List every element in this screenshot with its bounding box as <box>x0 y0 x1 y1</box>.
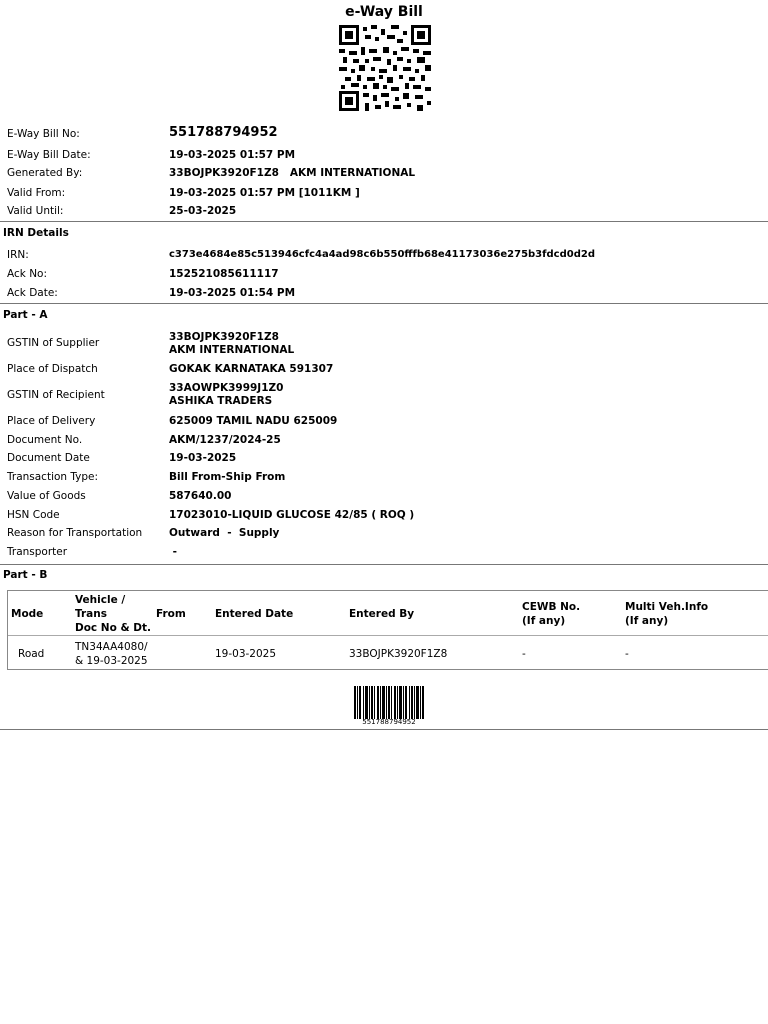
part-b-table <box>7 590 768 670</box>
col-multi-veh: Multi Veh.Info (If any) <box>625 601 709 627</box>
document-no-row <box>0 434 768 452</box>
gstin: 33BOJPK3920F1Z8 <box>169 331 279 343</box>
document-date: 19-03-2025 <box>169 452 237 464</box>
field-label: Reason for Transportation <box>7 527 143 539</box>
document-no: AKM/1237/2024-25 <box>169 434 281 446</box>
barcode-number: 551788794952 <box>362 718 416 726</box>
field-label: Transporter <box>7 546 68 558</box>
eway-bill-date: 19-03-2025 01:57 PM <box>169 149 296 161</box>
cell-entered-date: 19-03-2025 <box>215 648 277 660</box>
col-cewb: CEWB No. (If any) <box>522 601 581 627</box>
field-label: Generated By: <box>7 167 83 179</box>
gstin-recipient-row <box>0 382 768 407</box>
cell-multi-veh: - <box>625 648 629 660</box>
divider <box>0 303 768 304</box>
cell-entered-by: 33BOJPK3920F1Z8 <box>349 648 448 660</box>
value-of-goods: 587640.00 <box>169 490 232 502</box>
divider <box>0 221 768 222</box>
eway-bill-no-row <box>0 125 768 146</box>
company-name: AKM INTERNATIONAL <box>169 344 295 356</box>
field-label: Document Date <box>7 452 90 464</box>
barcode <box>354 686 424 719</box>
divider <box>0 729 768 730</box>
field-label: Ack No: <box>7 268 48 280</box>
valid-from: 19-03-2025 01:57 PM [1011KM ] <box>169 187 360 199</box>
cell-cewb: - <box>522 648 526 660</box>
generated-by-row <box>0 167 768 185</box>
value-of-goods-row <box>0 490 768 508</box>
field-label: HSN Code <box>7 509 60 521</box>
valid-until: 25-03-2025 <box>169 205 237 217</box>
cell-mode: Road <box>18 648 45 660</box>
transporter: - <box>169 546 178 558</box>
part-b-heading: Part - B <box>3 569 48 581</box>
field-label: E-Way Bill No: <box>7 128 80 140</box>
col-entered-by: Entered By <box>349 608 415 620</box>
qr-code <box>339 25 431 111</box>
col-mode: Mode <box>11 608 44 620</box>
place-of-delivery-row <box>0 415 768 433</box>
col-from: From <box>156 608 186 620</box>
field-label: Document No. <box>7 434 83 446</box>
field-label: Value of Goods <box>7 490 86 502</box>
divider <box>0 564 768 565</box>
hsn-code-row <box>0 509 768 527</box>
gstin: 33AOWPK3999J1Z0 <box>169 382 284 394</box>
field-label: Place of Dispatch <box>7 363 98 375</box>
reason-for-transportation: Outward - Supply <box>169 527 280 539</box>
field-label: IRN: <box>7 249 29 261</box>
place-of-dispatch: GOKAK KARNATAKA 591307 <box>169 363 334 375</box>
gstin-supplier-row <box>0 331 768 356</box>
valid-from-row <box>0 187 768 205</box>
gstin-supplier <box>169 331 294 357</box>
transporter-row <box>0 546 768 564</box>
field-label: Valid Until: <box>7 205 64 217</box>
generated-by: 33BOJPK3920F1Z8 AKM INTERNATIONAL <box>169 167 416 179</box>
field-label: E-Way Bill Date: <box>7 149 91 161</box>
ack-no: 152521085611117 <box>169 268 279 280</box>
eway-bill-no: 551788794952 <box>169 125 278 140</box>
place-of-dispatch-row <box>0 363 768 381</box>
ack-no-row <box>0 268 768 286</box>
page-title: e-Way Bill <box>345 4 423 20</box>
place-of-delivery: 625009 TAMIL NADU 625009 <box>169 415 338 427</box>
reason-row <box>0 527 768 545</box>
eway-bill-date-row <box>0 149 768 167</box>
part-a-heading: Part - A <box>3 309 48 321</box>
document-date-row <box>0 452 768 470</box>
transaction-type-row <box>0 471 768 489</box>
table-divider <box>8 635 768 636</box>
irn-row <box>0 249 768 267</box>
transaction-type: Bill From-Ship From <box>169 471 286 483</box>
irn-heading: IRN Details <box>3 227 69 239</box>
field-label: Transaction Type: <box>7 471 99 483</box>
ack-date: 19-03-2025 01:54 PM <box>169 287 296 299</box>
irn-value: c373e4684e85c513946cfc4a4ad98c6b550fffb68e41173036e275b3fdcd0d2d <box>169 249 595 260</box>
field-label: GSTIN of Supplier <box>7 337 100 349</box>
col-vehicle: Vehicle / Trans Doc No & Dt. <box>75 594 152 634</box>
field-label: Valid From: <box>7 187 66 199</box>
gstin-recipient <box>169 382 283 408</box>
field-label: Place of Delivery <box>7 415 96 427</box>
hsn-code: 17023010-LIQUID GLUCOSE 42/85 ( ROQ ) <box>169 509 415 521</box>
col-entered-date: Entered Date <box>215 608 294 620</box>
field-label: Ack Date: <box>7 287 58 299</box>
company-name: ASHIKA TRADERS <box>169 395 273 407</box>
field-label: GSTIN of Recipient <box>7 389 105 401</box>
cell-vehicle: TN34AA4080/ & 19-03-2025 <box>75 641 148 667</box>
